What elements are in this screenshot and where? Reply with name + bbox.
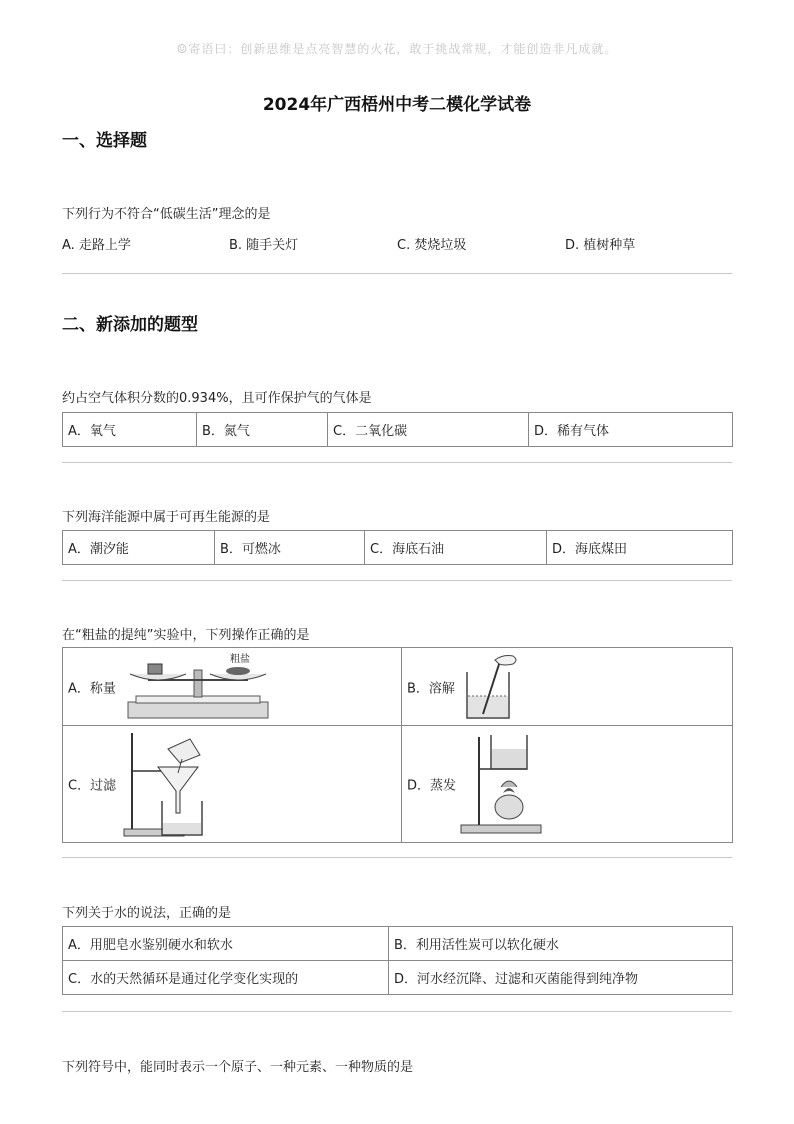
question-4-stem: 在“粗盐的提纯”实验中，下列操作正确的是 [62, 628, 310, 643]
divider [62, 580, 732, 581]
question-3-stem: 下列海洋能源中属于可再生能源的是 [62, 510, 271, 525]
section-heading-new: 二、新添加的题型 [62, 315, 198, 335]
question-4-option-b[interactable] [402, 648, 733, 726]
evaporation-illustration [457, 729, 547, 839]
question-5-option-d[interactable]: D．河水经沉降、过滤和灭菌能得到纯净物 [389, 961, 733, 995]
question-4-options [62, 647, 733, 843]
question-2-option-b[interactable]: B．氮气 [197, 413, 328, 447]
question-1-option-d[interactable]: D. 植树种草 [565, 238, 636, 253]
balance-weighing-illustration [118, 652, 288, 722]
question-4-option-b-label: B．溶解 [407, 681, 455, 696]
page-title: 2024年广西梧州中考二模化学试卷 [262, 95, 532, 115]
question-2-stem: 约占空气体积分数的0.934%，且可作保护气的气体是 [62, 391, 372, 406]
question-4-option-a-label: A．称量 [68, 681, 116, 696]
question-1-option-c[interactable]: C. 焚烧垃圾 [397, 238, 467, 253]
question-2-options [62, 412, 733, 447]
question-5-option-a[interactable]: A．用肥皂水鉴别硬水和软水 [63, 927, 389, 961]
divider [62, 273, 732, 274]
question-2-option-a[interactable]: A．氧气 [63, 413, 197, 447]
divider [62, 1011, 732, 1012]
question-4-option-c[interactable] [63, 726, 402, 843]
question-3-option-b[interactable]: B．可燃冰 [215, 531, 365, 565]
question-1-option-b[interactable]: B. 随手关灯 [229, 238, 299, 253]
divider [62, 462, 732, 463]
question-1-option-a[interactable]: A. 走路上学 [62, 238, 131, 253]
question-2-option-d[interactable]: D．稀有气体 [529, 413, 733, 447]
question-3-option-d[interactable]: D．海底煤田 [547, 531, 733, 565]
question-5-stem: 下列关于水的说法，正确的是 [62, 906, 232, 921]
dissolving-illustration [457, 652, 527, 722]
question-5-option-c[interactable]: C．水的天然循环是通过化学变化实现的 [63, 961, 389, 995]
divider [62, 857, 732, 858]
question-1-stem: 下列行为不符合“低碳生活”理念的是 [62, 207, 271, 222]
question-4-option-c-label: C．过滤 [68, 778, 117, 794]
question-2-option-c[interactable]: C．二氧化碳 [328, 413, 529, 447]
question-3-options [62, 530, 733, 565]
question-5-option-b[interactable]: B．利用活性炭可以软化硬水 [389, 927, 733, 961]
question-5-options [62, 926, 733, 995]
question-4-option-d[interactable] [402, 726, 733, 843]
filtration-illustration [118, 729, 238, 839]
section-heading-choice: 一、选择题 [62, 131, 147, 151]
question-6-stem: 下列符号中，能同时表示一个原子、一种元素、一种物质的是 [62, 1060, 414, 1075]
question-4-option-a[interactable] [63, 648, 402, 726]
question-3-option-a[interactable]: A．潮汐能 [63, 531, 215, 565]
question-3-option-c[interactable]: C．海底石油 [365, 531, 547, 565]
motto-header: ☺寄语曰：创新思维是点亮智慧的火花，敢于挑战常规，才能创造非凡成就。 [176, 42, 618, 56]
coarse-salt-label: 粗盐 [230, 654, 250, 665]
question-4-option-d-label: D．蒸发 [407, 778, 457, 794]
